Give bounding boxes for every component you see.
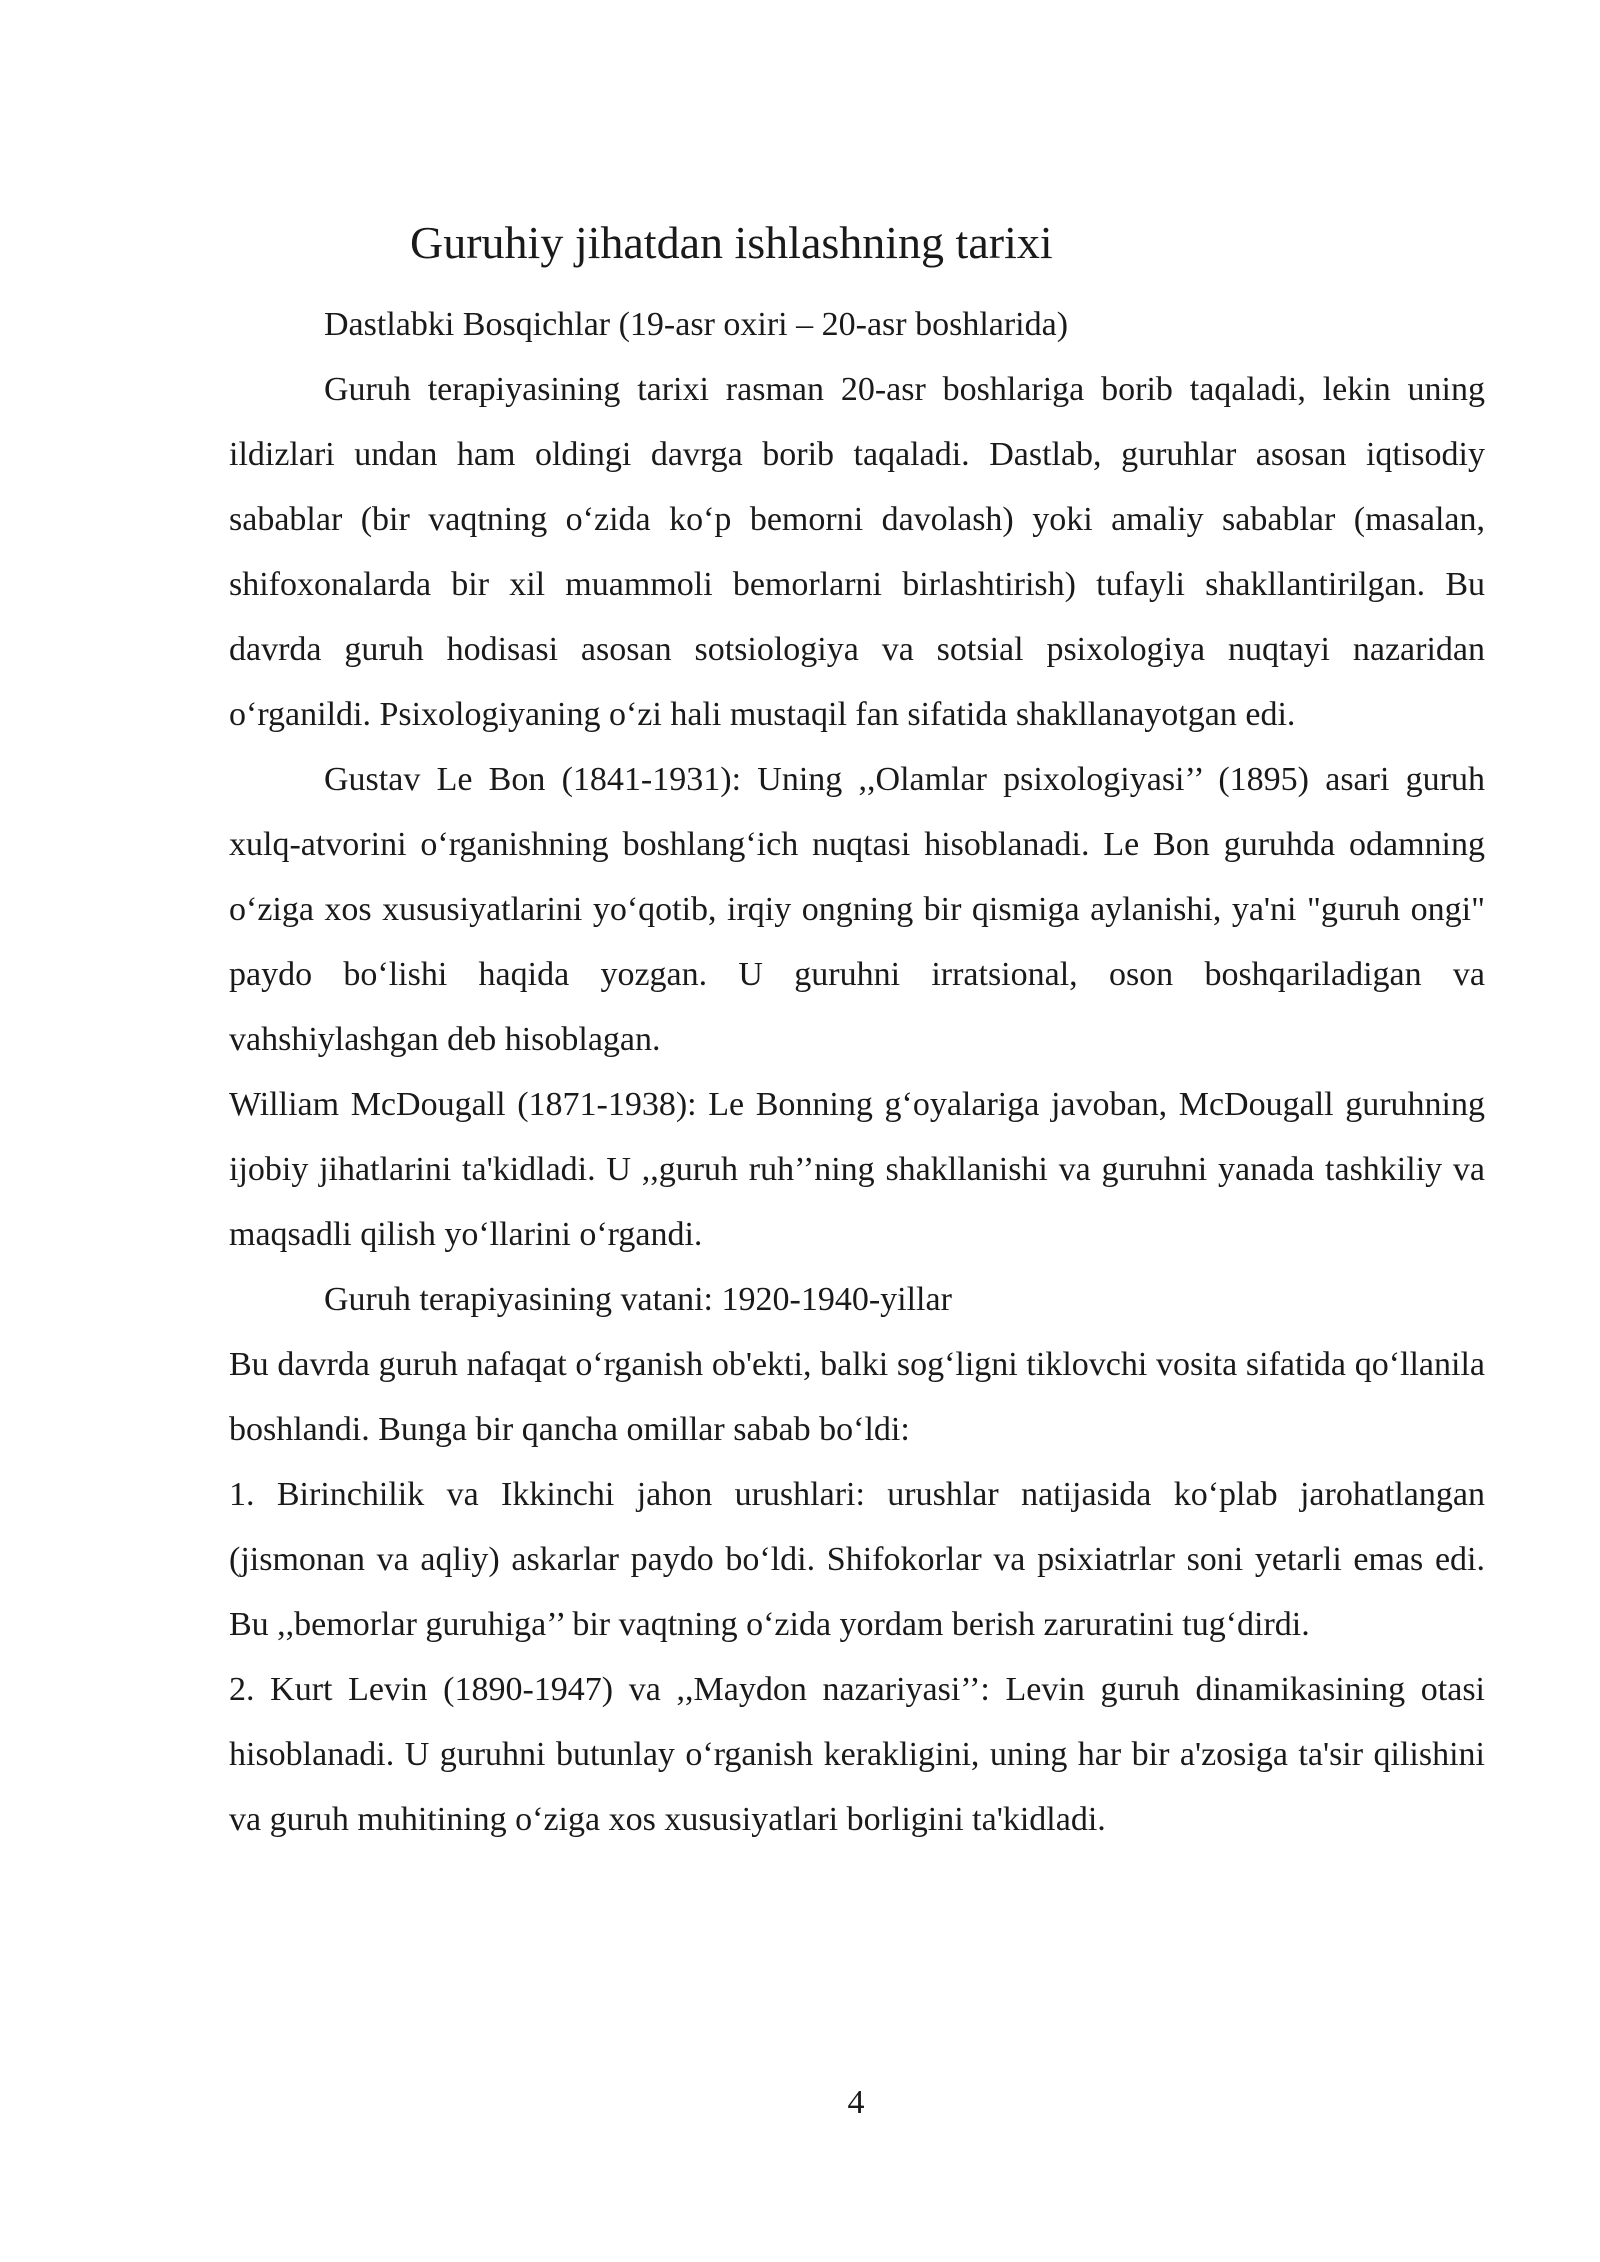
list-item: 2. Kurt Levin (1890-1947) va ,,Maydon nazariyasi’’: Levin guruh dinamikasining otasi hisoblanadi. U guruhni butunlay o‘rganish kerakligini, uning har bir a'zosiga ta'sir qilishini va guruh muhitining o‘ziga xos xususiyatlari borligini ta'kidladi. [229, 1671, 1485, 1838]
section-subheading: Guruh terapiyasining vatani: 1920-1940-yillar [324, 1281, 952, 1318]
page-number: 4 [847, 2084, 865, 2121]
section-subheading: Dastlabki Bosqichlar (19-asr oxiri – 20-asr boshlarida) [324, 306, 1069, 343]
list-item: 1. Birinchilik va Ikkinchi jahon urushlari: urushlar natijasida ko‘plab jarohatlangan (jismonan va aqliy) askarlar paydo bo‘ldi. Shifokorlar va psixiatrlar soni yetarli emas edi. Bu ,,bemorlar guruhiga’’ bir vaqtning o‘zida yordam berish zaruratini tug‘dirdi. [229, 1476, 1485, 1643]
paragraph: Bu davrda guruh nafaqat o‘rganish ob'ekti, balki sog‘ligni tiklovchi vosita sifatida qo‘llanila boshlandi. Bunga bir qancha omillar sabab bo‘ldi: [229, 1346, 1485, 1448]
paragraph: Guruh terapiyasining tarixi rasman 20-asr boshlariga borib taqaladi, lekin uning ildizlari undan ham oldingi davrga borib taqaladi. Dastlab, guruhlar asosan iqtisodiy sabablar (bir vaqtning o‘zida ko‘p bemorni davolash) yoki amaliy sabablar (masalan, shifoxonalarda bir xil muammoli bemorlarni birlashtirish) tufayli shakllantirilgan. Bu davrda guruh hodisasi asosan sotsiologiya va sotsial psixologiya nuqtayi nazaridan o‘rganildi. Psixologiyaning o‘zi hali mustaqil fan sifatida shakllanayotgan edi. [229, 371, 1485, 733]
paragraph: Gustav Le Bon (1841-1931): Uning ,,Olamlar psixologiyasi’’ (1895) asari guruh xulq-atvorini o‘rganishning boshlang‘ich nuqtasi hisoblanadi. Le Bon guruhda odamning o‘ziga xos xususiyatlarini yo‘qotib, irqiy ongning bir qismiga aylanishi, ya'ni "guruh ongi" paydo bo‘lishi haqida yozgan. U guruhni irratsional, oson boshqariladigan va vahshiylashgan deb hisoblagan. [229, 761, 1485, 1058]
document-body [229, 292, 1485, 1852]
paragraph: William McDougall (1871-1938): Le Bonning g‘oyalariga javoban, McDougall guruhning ijobiy jihatlarini ta'kidladi. U ,,guruh ruh’’ning shakllanishi va guruhni yanada tashkiliy va maqsadli qilish yo‘llarini o‘rgandi. [229, 1086, 1485, 1253]
document-title: Guruhiy jihatdan ishlashning tarixi [410, 217, 1053, 268]
